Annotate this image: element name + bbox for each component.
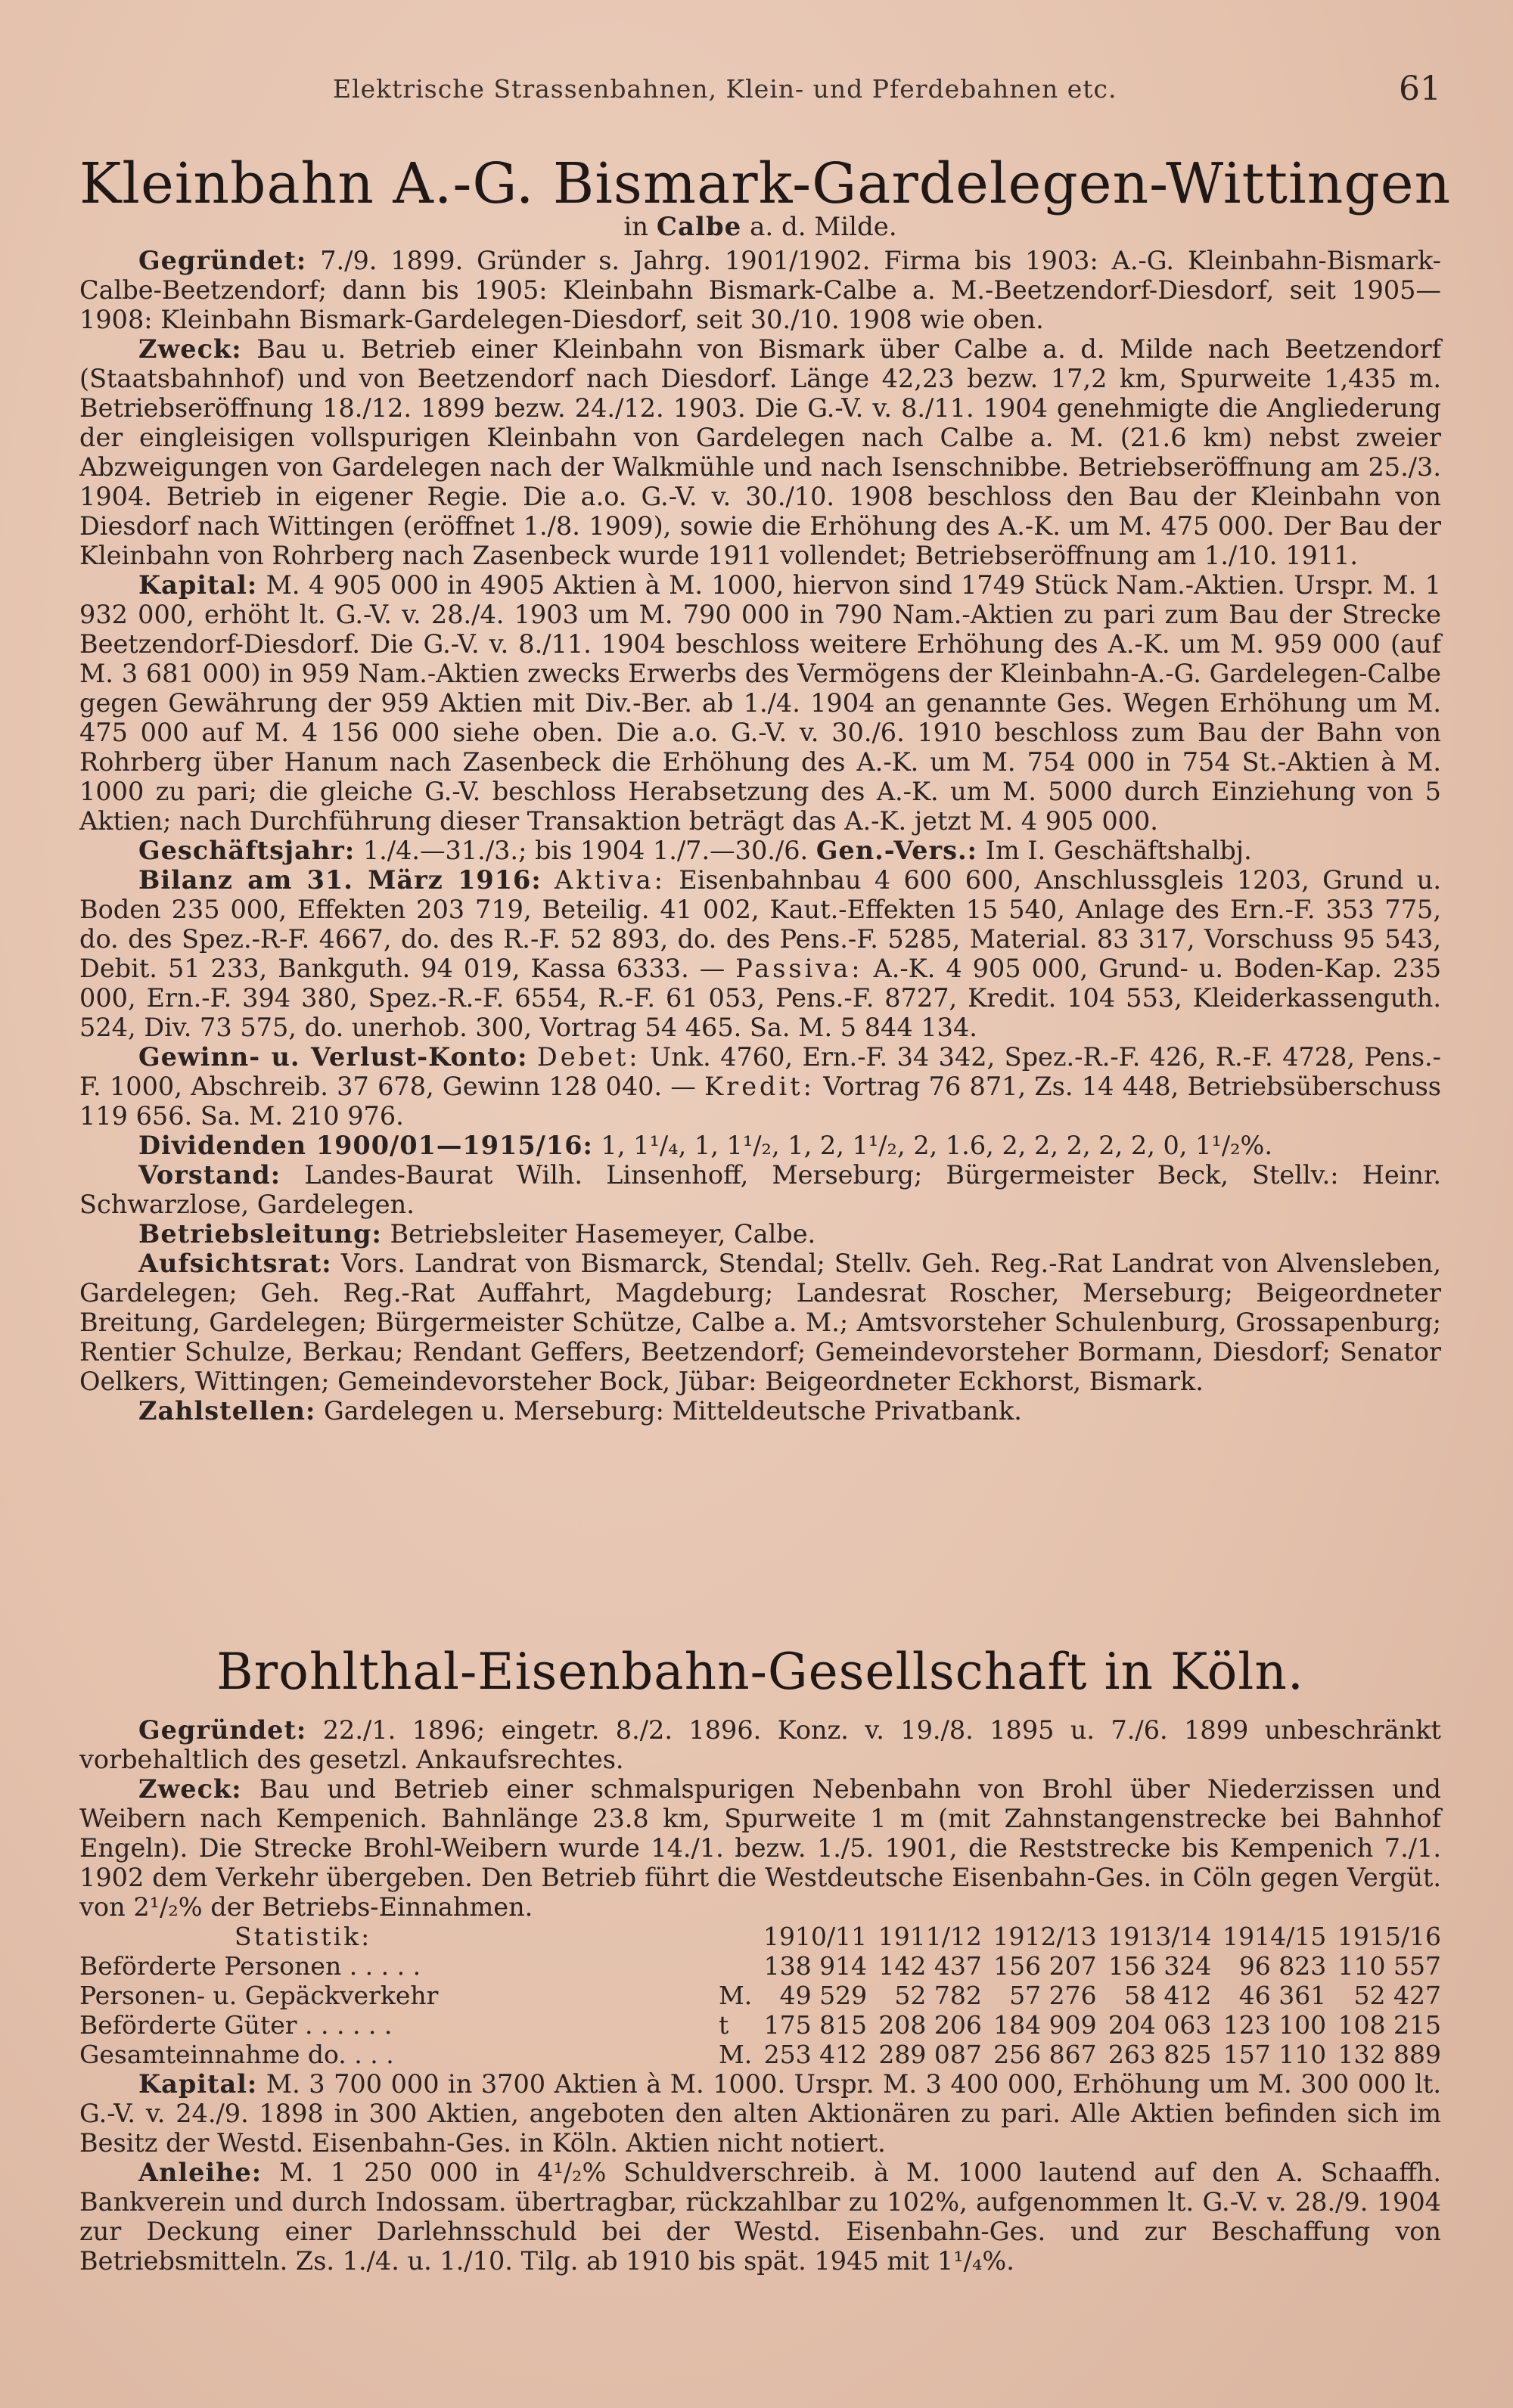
- table-cell: 263 825: [1108, 2040, 1212, 2069]
- page: [79, 0, 1452, 2408]
- statistik-table: [79, 1922, 1441, 2069]
- row-unit: M.: [719, 2040, 753, 2069]
- statistik-header-row: [79, 1922, 1441, 1951]
- table-cell: 208 206: [878, 2010, 982, 2040]
- c1-gegruendet: Gegründet: 7./9. 1899. Gründer s. Jahrg. 1901/1902. Firma bis 1903: A.-G. Kleinbahn-Bismark-Calbe-Beetzendorf; dann bis 1905: Kleinbahn Bismark-Calbe a. M.-Beetzendorf-Diesdorf, seit 1905—1908: Kleinbahn Bismark-Gardelegen-Diesdorf, seit 30./10. 1908 wie oben.: [79, 246, 1441, 334]
- table-row: [79, 2040, 1441, 2069]
- table-cell: 142 437: [878, 1951, 982, 1981]
- table-cell: 289 087: [878, 2040, 982, 2069]
- table-cell: 110 557: [1337, 1951, 1441, 1981]
- table-cell: 108 215: [1337, 2010, 1441, 2040]
- company2-title: Brohlthal-Eisenbahn-Gesellschaft in Köln.: [216, 1643, 1304, 1701]
- table-cell: 184 909: [993, 2010, 1097, 2040]
- c2-zweck: Zweck: Bau und Betrieb einer schmalspurigen Nebenbahn von Brohl über Niederzissen und Weibern nach Kempenich. Bahnlänge 23.8 km, Spurweite 1 m (mit Zahnstangenstrecke bei Bahnhof Engeln). Die Strecke Brohl-Weibern wurde 14./1. bezw. 1./5. 1901, die Reststrecke bis Kempenich 7./1. 1902 dem Verkehr übergeben. Den Betrieb führt die Westdeutsche Eisenbahn-Ges. in Cöln gegen Vergüt. von 2¹/₂% der Betriebs-Einnahmen.: [79, 1774, 1442, 1922]
- table-cell: 156 207: [993, 1951, 1097, 1981]
- table-cell: 49 529: [779, 1981, 868, 2010]
- c1-zweck: Zweck: Bau u. Betrieb einer Kleinbahn von Bismark über Calbe a. d. Milde nach Beetzendorf (Staatsbahnhof) und von Beetzendorf nach Diesdorf. Länge 42,23 bezw. 17,2 km, Spurweite 1,435 m. Betriebseröffnung 18./12. 1899 bezw. 24./12. 1903. Die G.-V. v. 8./11. 1904 genehmigte die Angliederung der eingleisigen vollspurigen Kleinbahn von Gardelegen nach Calbe a. M. (21.6 km) nebst zweier Abzweigungen von Gardelegen nach der Walkmühle und nach Isenschnibbe. Betriebseröffnung am 25./3. 1904. Betrieb in eigener Regie. Die a.o. G.-V. v. 30./10. 1908 beschloss den Bau der Kleinbahn von Diesdorf nach Wittingen (eröffnet 1./8. 1909), sowie die Erhöhung des A.-K. um M. 475 000. Der Bau der Kleinbahn von Rohrberg nach Zasenbeck wurde 1911 vollendet; Betriebseröffnung am 1./10. 1911.: [79, 334, 1442, 570]
- table-cell: 123 100: [1223, 2010, 1327, 2040]
- company2-body: [79, 1715, 1441, 2276]
- year-cell: 1913/14: [1108, 1922, 1212, 1951]
- c1-gewinn-verlust: Gewinn- u. Verlust-Konto: Debet: Unk. 4760, Ern.-F. 34 342, Spez.-R.-F. 426, R.-F. 4728, Pens.-F. 1000, Abschreib. 37 678, Gewinn 128 040. — Kredit: Vortrag 76 871, Zs. 14 448, Betriebsüberschuss 119 656. Sa. M. 210 976.: [79, 1042, 1441, 1131]
- statistik-label: Statistik:: [235, 1922, 372, 1951]
- c2-anleihe: Anleihe: M. 1 250 000 in 4¹/₂% Schuldverschreib. à M. 1000 lautend auf den A. Schaaffh. Bankverein und durch Indossam. übertragbar, rückzahlbar zu 102%, aufgenommen lt. G.-V. v. 28./9. 1904 zur Deckung einer Darlehnsschuld bei der Westd. Eisenbahn-Ges. und zur Beschaffung von Betriebsmitteln. Zs. 1./4. u. 1./10. Tilg. ab 1910 bis spät. 1945 mit 1¹/₄%.: [79, 2158, 1441, 2276]
- table-row: [79, 2010, 1441, 2040]
- running-title: Elektrische Strassenbahnen, Klein- und Pferdebahnen etc.: [333, 74, 1117, 104]
- table-cell: 58 412: [1123, 1981, 1212, 2010]
- table-cell: 175 815: [763, 2010, 868, 2040]
- row-label: Personen- u. Gepäckverkehr: [79, 1981, 439, 2010]
- c2-kapital: Kapital: M. 3 700 000 in 3700 Aktien à M. 1000. Urspr. M. 3 400 000, Erhöhung um M. 300 000 lt. G.-V. v. 24./9. 1898 in 300 Aktien, angeboten den alten Aktionären zu pari. Alle Aktien befinden sich im Besitz der Westd. Eisenbahn-Ges. in Köln. Aktien nicht notiert.: [79, 2069, 1441, 2158]
- table-cell: 253 412: [763, 2040, 868, 2069]
- year-cell: 1914/15: [1223, 1922, 1327, 1951]
- table-cell: 57 276: [1009, 1981, 1097, 2010]
- table-row: [79, 1951, 1441, 1981]
- table-cell: 46 361: [1238, 1981, 1327, 2010]
- table-cell: 157 110: [1223, 2040, 1327, 2069]
- table-cell: 96 823: [1238, 1951, 1327, 1981]
- company1-city: Calbe: [656, 212, 742, 242]
- c1-aufsichtsrat: Aufsichtsrat: Vors. Landrat von Bismarck, Stendal; Stellv. Geh. Reg.-Rat Landrat von Alvensleben, Gardelegen; Geh. Reg.-Rat Auffahrt, Magdeburg; Landesrat Roscher, Merseburg; Beigeordneter Breitung, Gardelegen; Bürgermeister Schütze, Calbe a. M.; Amtsvorsteher Schulenburg, Grossapenburg; Rentier Schulze, Berkau; Rendant Geffers, Beetzendorf; Gemeindevorsteher Bormann, Diesdorf; Senator Oelkers, Wittingen; Gemeindevorsteher Bock, Jübar: Beigeordneter Eckhorst, Bismark.: [79, 1249, 1441, 1396]
- row-label: Beförderte Personen . . . . .: [79, 1951, 421, 1981]
- year-cell: 1915/16: [1337, 1922, 1441, 1951]
- table-cell: 138 914: [763, 1951, 868, 1981]
- running-header: [79, 70, 1441, 112]
- c1-bilanz: Bilanz am 31. März 1916: Aktiva: Eisenbahnbau 4 600 600, Anschlussgleis 1203, Grund u. Boden 235 000, Effekten 203 719, Beteilig. 41 002, Kaut.-Effekten 15 540, Anlage des Ern.-F. 353 775, do. des Spez.-R-F. 4667, do. des R.-F. 52 893, do. des Pens.-F. 5285, Material. 83 317, Vorschuss 95 543, Debit. 51 233, Bankguth. 94 019, Kassa 6333. — Passiva: A.-K. 4 905 000, Grund- u. Boden-Kap. 235 000, Ern.-F. 394 380, Spez.-R.-F. 6554, R.-F. 61 053, Pens.-F. 8727, Kredit. 104 553, Kleiderkassenguth. 524, Div. 73 575, do. unerhob. 300, Vortrag 54 465. Sa. M. 5 844 134.: [79, 865, 1442, 1042]
- table-cell: 256 867: [993, 2040, 1097, 2069]
- row-label: Gesamteinnahme do. . . .: [79, 2040, 394, 2069]
- table-cell: 204 063: [1108, 2010, 1212, 2040]
- row-unit: [719, 1951, 752, 1981]
- row-unit: M.: [719, 1981, 753, 2010]
- year-cell: 1912/13: [993, 1922, 1097, 1951]
- c2-gegruendet: Gegründet: 22./1. 1896; eingetr. 8./2. 1896. Konz. v. 19./8. 1895 u. 7./6. 1899 unbeschränkt vorbehaltlich des gesetzl. Ankaufsrechtes.: [79, 1715, 1441, 1774]
- c1-vorstand: Vorstand: Landes-Baurat Wilh. Linsenhoff, Merseburg; Bürgermeister Beck, Stellv.: Heinr. Schwarzlose, Gardelegen.: [79, 1160, 1441, 1219]
- page-number: 61: [1399, 70, 1441, 108]
- c1-betriebsleitung: Betriebsleitung: Betriebsleiter Hasemeyer, Calbe.: [138, 1219, 816, 1249]
- table-cell: 52 782: [894, 1981, 982, 2010]
- row-unit: t: [719, 2010, 729, 2040]
- table-cell: 156 324: [1108, 1951, 1212, 1981]
- company1-body: [79, 246, 1441, 1426]
- year-cell: 1910/11: [763, 1922, 868, 1951]
- table-cell: 132 889: [1337, 2040, 1441, 2069]
- year-cell: 1911/12: [878, 1922, 982, 1951]
- table-cell: 52 427: [1353, 1981, 1441, 2010]
- c1-dividenden: Dividenden 1900/01—1915/16: 1, 1¹/₄, 1, 1¹/₂, 1, 2, 1¹/₂, 2, 1.6, 2, 2, 2, 2, 2, 0, 1¹/₂%.: [138, 1131, 1273, 1160]
- c1-kapital: Kapital: M. 4 905 000 in 4905 Aktien à M. 1000, hiervon sind 1749 Stück Nam.-Aktien. Urspr. M. 1 932 000, erhöht lt. G.-V. v. 28./4. 1903 um M. 790 000 in 790 Nam.-Aktien zu pari zum Bau der Strecke Beetzendorf-Diesdorf. Die G.-V. v. 8./11. 1904 beschloss weitere Erhöhung des A.-K. um M. 959 000 (auf M. 3 681 000) in 959 Nam.-Aktien zwecks Erwerbs des Vermögens der Kleinbahn-A.-G. Gardelegen-Calbe gegen Gewährung der 959 Aktien mit Div.-Ber. ab 1./4. 1904 an genannte Ges. Wegen Erhöhung um M. 475 000 auf M. 4 156 000 siehe oben. Die a.o. G.-V. v. 30./6. 1910 beschloss zum Bau der Bahn von Rohrberg über Hanum nach Zasenbeck die Erhöhung des A.-K. um M. 754 000 in 754 St.-Aktien à M. 1000 zu pari; die gleiche G.-V. beschloss Herabsetzung des A.-K. um M. 5000 durch Einziehung von 5 Aktien; nach Durchführung dieser Transaktion beträgt das A.-K. jetzt M. 4 905 000.: [79, 570, 1441, 836]
- company1-title: Kleinbahn A.-G. Bismark-Gardelegen-Wittingen: [79, 151, 1452, 216]
- row-label: Beförderte Güter . . . . . .: [79, 2010, 393, 2040]
- table-row: [79, 1981, 1441, 2010]
- company1-subtitle: in Calbe a. d. Milde.: [623, 212, 897, 242]
- c1-geschaeftsjahr: Geschäftsjahr: 1./4.—31./3.; bis 1904 1./7.—30./6. Gen.-Vers.: Im I. Geschäftshalbj.: [138, 836, 1252, 865]
- c1-zahlstellen: Zahlstellen: Gardelegen u. Merseburg: Mitteldeutsche Privatbank.: [138, 1396, 1022, 1426]
